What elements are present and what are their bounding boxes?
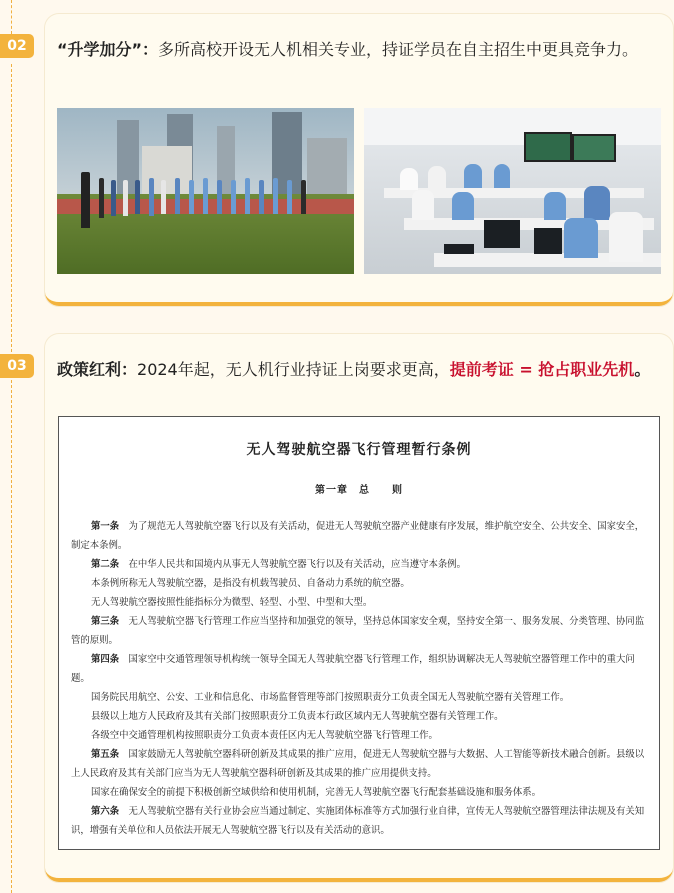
document-paragraph: 本条例所称无人驾驶航空器，是指没有机载驾驶员、自备动力系统的航空器。 bbox=[91, 578, 410, 589]
document-paragraph: 国家在确保安全的前提下积极创新空域供给和使用机制，完善无人驾驶航空器飞行配套基础设施和服务体系。 bbox=[91, 787, 542, 798]
section-text bbox=[57, 34, 657, 66]
timeline-line-bottom bbox=[11, 380, 12, 893]
section-title: “升学加分”： bbox=[57, 40, 159, 59]
section-text bbox=[57, 354, 661, 386]
timeline-line-top bbox=[11, 0, 12, 34]
document-paragraph: 县级以上地方人民政府及其有关部门按照职责分工负责本行政区域内无人驾驶航空器有关管理工作。 bbox=[91, 711, 504, 722]
document-paragraph: 第五条 国家鼓励无人驾驶航空器科研创新及其成果的推广应用，促进无人驾驶航空器与大数据、人工智能等新技术融合创新。县级以上人民政府及其有关部门应当为无人驾驶航空器科研创新及其成果的推广应用提供支持。 bbox=[71, 749, 645, 779]
document-paragraph: 无人驾驶航空器按照性能指标分为微型、轻型、小型、中型和大型。 bbox=[91, 597, 373, 608]
section-body: 2024年起，无人机行业持证上岗要求更高， bbox=[137, 360, 450, 379]
section-end: 。 bbox=[634, 360, 651, 379]
classroom-training-photo bbox=[364, 108, 661, 274]
document-paragraph: 各级空中交通管理机构按照职责分工负责本责任区内无人驾驶航空器飞行管理工作。 bbox=[91, 730, 438, 741]
outdoor-group-photo bbox=[57, 108, 354, 274]
document-chapter: 第一章 总 则 bbox=[315, 485, 403, 496]
document-paragraph: 第二条 在中华人民共和国境内从事无人驾驶航空器飞行以及有关活动，应当遵守本条例。 bbox=[91, 559, 467, 570]
highlight-text: 提前考证 = 抢占职业先机 bbox=[449, 360, 635, 379]
section-card-02 bbox=[45, 14, 673, 306]
document-paragraph: 第四条 国家空中交通管理领导机构统一领导全国无人驾驶航空器飞行管理工作，组织协调解决无人驾驶航空器管理工作中的重大问题。 bbox=[71, 654, 635, 684]
document-paragraph: 第六条 无人驾驶航空器有关行业协会应当通过制定、实施团体标准等方式加强行业自律，宣传无人驾驶航空器管理法律法规及有关知识，增强有关单位和人员依法开展无人驾驶航空器飞行以及有关活动的意识。 bbox=[71, 806, 645, 836]
document-title: 无人驾驶航空器飞行管理暂行条例 bbox=[246, 442, 472, 458]
document-body bbox=[71, 517, 651, 840]
document-paragraph: 第三条 无人驾驶航空器飞行管理工作应当坚持和加强党的领导，坚持总体国家安全观，坚持安全第一、服务发展、分类管理、协同监管的原则。 bbox=[71, 616, 645, 646]
timeline-line-mid bbox=[11, 64, 12, 352]
document-paragraph: 国务院民用航空、公安、工业和信息化、市场监督管理等部门按照职责分工负责全国无人驾驶航空器有关管理工作。 bbox=[91, 692, 570, 703]
regulation-document bbox=[58, 416, 660, 850]
section-number-badge: 03 bbox=[0, 354, 34, 378]
section-title: 政策红利： bbox=[57, 360, 138, 379]
section-number-badge: 02 bbox=[0, 34, 34, 58]
section-body: 多所高校开设无人机相关专业，持证学员在自主招生中更具竞争力。 bbox=[158, 40, 639, 59]
document-paragraph: 第一条 为了规范无人驾驶航空器飞行以及有关活动，促进无人驾驶航空器产业健康有序发展，维护航空安全、公共安全、国家安全，制定本条例。 bbox=[71, 521, 645, 551]
